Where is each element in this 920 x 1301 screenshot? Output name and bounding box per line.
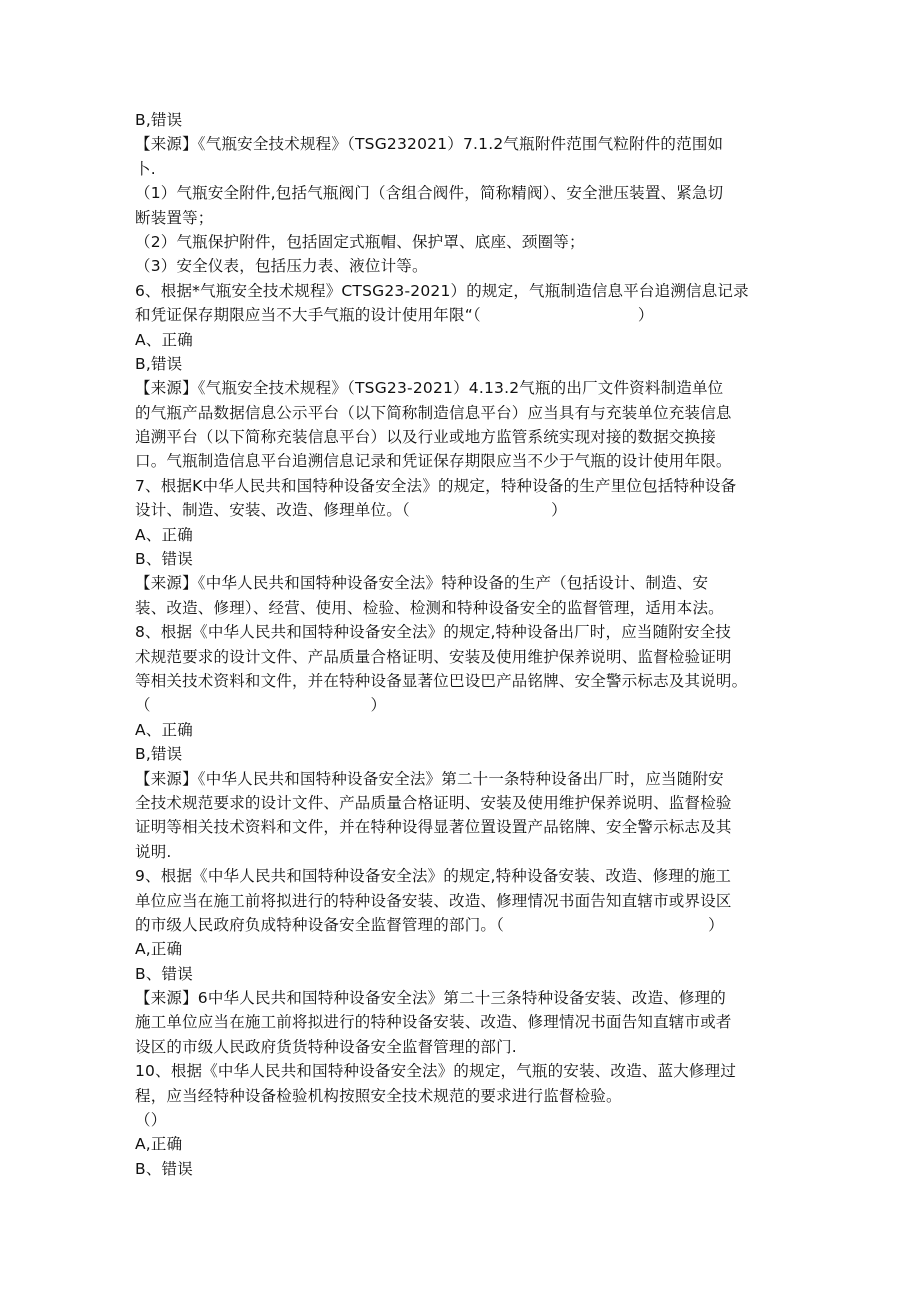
text-line: 【来源】《中华人民共和国特种设备安全法》第二十一条特种设备出厂时，应当随附安	[135, 769, 724, 788]
text-line: （1）气瓶安全附件,包括气瓶阀门（含组合阀件，简称精阀）、安全泄压装置、紧急切	[135, 184, 724, 203]
document-body	[135, 108, 795, 1181]
text-line: B、错误	[135, 1159, 193, 1178]
text-line: 断装置等；	[135, 208, 214, 227]
text-line: A,正确	[135, 940, 183, 959]
text-line: A、正确	[135, 330, 193, 349]
text-line: 设计、制造、安装、改造、修理单位。（ ）	[135, 501, 567, 520]
text-line: 口。气瓶制造信息平台追溯信息记录和凭证保存期限应当不少于气瓶的设计使用年限。	[135, 452, 732, 471]
text-line: 10、根据《中华人民共和国特种设备安全法》的规定，气瓶的安装、改造、蓝大修理过	[135, 1062, 737, 1081]
text-line: 6、根据*气瓶安全技术规程》CTSG23-2021）的规定，气瓶制造信息平台追溯信息记录	[135, 281, 749, 300]
text-line: 【来源】6中华人民共和国特种设备安全法》第二十三条特种设备安装、改造、修理的	[135, 989, 726, 1008]
text-line: 等相关技术资料和文件，并在特种设备显著位巴设巴产品铭牌、安全警示标志及其说明。	[135, 671, 748, 690]
text-line: （）	[135, 1111, 167, 1130]
text-line: 说明.	[135, 842, 172, 861]
text-line: 施工单位应当在施工前将拟进行的特种设备安装、改造、修理情况书面告知直辖市或者	[135, 1013, 732, 1032]
text-line: 8、根据《中华人民共和国特种设备安全法》的规定,特种设备出厂时，应当随附安全技	[135, 623, 732, 642]
text-line: B,错误	[135, 111, 183, 129]
text-line: 【来源】《中华人民共和国特种设备安全法》特种设备的生产（包括设计、制造、安	[135, 574, 709, 593]
text-line: 设区的市级人民政府货货特种设备安全监督管理的部门.	[135, 1037, 517, 1056]
text-line: A、正确	[135, 720, 193, 739]
text-line: A,正确	[135, 1135, 183, 1154]
text-line: 和凭证保存期限应当不大手气瓶的设计使用年限“（ ）	[135, 306, 654, 325]
text-line: （2）气瓶保护附件，包括固定式瓶帽、保护罩、底座、颈圈等；	[135, 232, 585, 251]
text-line: 的市级人民政府负成特种设备安全监督管理的部门。（ ）	[135, 915, 724, 934]
text-line: B、错误	[135, 550, 193, 569]
text-line: 全技术规范要求的设计文件、产品质量合格证明、安装及使用维护保养说明、监督检验	[135, 793, 732, 812]
text-line: B,错误	[135, 745, 183, 764]
text-line: 装、改造、修理）、经营、使用、检验、检测和特种设备安全的监督管理，适用本法。	[135, 598, 724, 617]
text-line: 7、根据K中华人民共和国特种设备安全法》的规定，特种设备的生产里位包括特种设备	[135, 476, 737, 495]
text-line: B,错误	[135, 354, 183, 373]
text-line: 追溯平台（以下简称充装信息平台）以及行业或地方监管系统实现对接的数据交换接	[135, 428, 716, 447]
text-line: B、错误	[135, 964, 193, 983]
text-line: 卜.	[135, 159, 156, 178]
text-line: 【来源】《气瓶安全技术规程》（TSG232021）7.1.2气瓶附件范围气粒附件的范围如	[135, 135, 724, 154]
text-line: （3）安全仪表，包括压力表、液位计等。	[135, 257, 428, 276]
text-line: 的气瓶产品数据信息公示平台（以下简称制造信息平台）应当具有与充装单位充装信息	[135, 403, 732, 422]
text-line: 证明等相关技术资料和文件，并在特种设得显著位置设置产品铭牌、安全警示标志及其	[135, 818, 732, 837]
text-line: 【来源】《气瓶安全技术规程》（TSG23-2021）4.13.2气瓶的出厂文件资料制造单位	[135, 379, 724, 398]
text-line: 9、根据《中华人民共和国特种设备安全法》的规定,特种设备安装、改造、修理的施工	[135, 867, 732, 886]
text-line: 单位应当在施工前将拟进行的特种设备安装、改造、修理情况书面告知直辖市或界设区	[135, 891, 732, 910]
text-line: A、正确	[135, 525, 193, 544]
text-line: 程，应当经特种设备检验机构按照安全技术规范的要求进行监督检验。	[135, 1086, 622, 1105]
text-line: 术规范要求的设计文件、产品质量合格证明、安装及使用维护保养说明、监督检验证明	[135, 647, 732, 666]
text-line: （ ）	[135, 696, 387, 715]
